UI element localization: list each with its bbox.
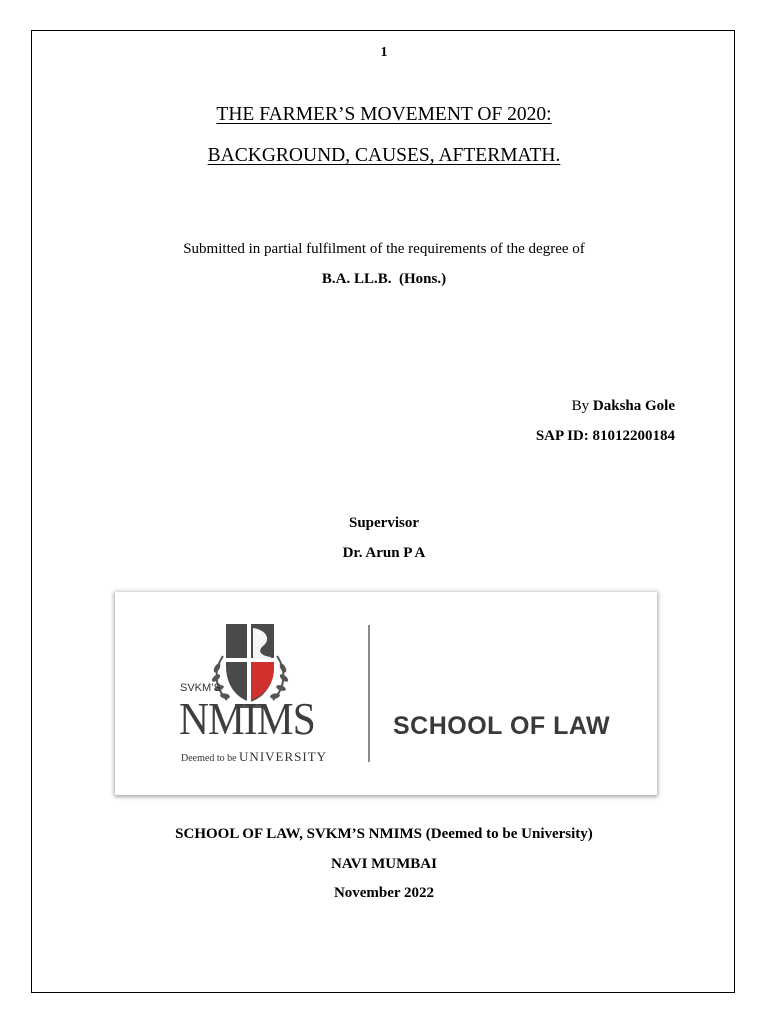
- title-line-1: THE FARMER’S MOVEMENT OF 2020:: [216, 104, 552, 125]
- supervisor-name: Dr. Arun P A: [342, 545, 426, 561]
- footer-city: NAVI MUMBAI: [331, 856, 437, 872]
- footer-institution: SCHOOL OF LAW, SVKM’S NMIMS (Deemed to be University): [175, 826, 593, 842]
- page-border: [31, 30, 735, 993]
- institution-logo: [115, 592, 657, 795]
- by-prefix: By: [571, 398, 590, 414]
- page-number: 1: [380, 45, 388, 60]
- logo-tagline-university: UNIVERSITY: [239, 749, 328, 764]
- author-name: Daksha Gole: [592, 398, 675, 414]
- logo-school-of-law: SCHOOL OF LAW: [393, 712, 611, 740]
- logo-tagline: [181, 749, 327, 765]
- title-line-2: BACKGROUND, CAUSES, AFTERMATH.: [207, 145, 561, 166]
- degree-name: B.A. LL.B. (Hons.): [321, 271, 447, 287]
- logo-nmims-text: NMIMS: [179, 693, 315, 744]
- author-line: [572, 398, 675, 415]
- logo-tagline-prefix: Deemed to be: [181, 753, 237, 764]
- submission-statement: Submitted in partial fulfilment of the requirements of the degree of: [183, 241, 585, 257]
- logo-svkm-text: SVKM’S: [180, 682, 221, 694]
- supervisor-label: Supervisor: [348, 515, 419, 531]
- sap-id: SAP ID: 81012200184: [535, 428, 675, 444]
- logo-divider: [368, 625, 370, 762]
- footer-date: November 2022: [333, 885, 435, 901]
